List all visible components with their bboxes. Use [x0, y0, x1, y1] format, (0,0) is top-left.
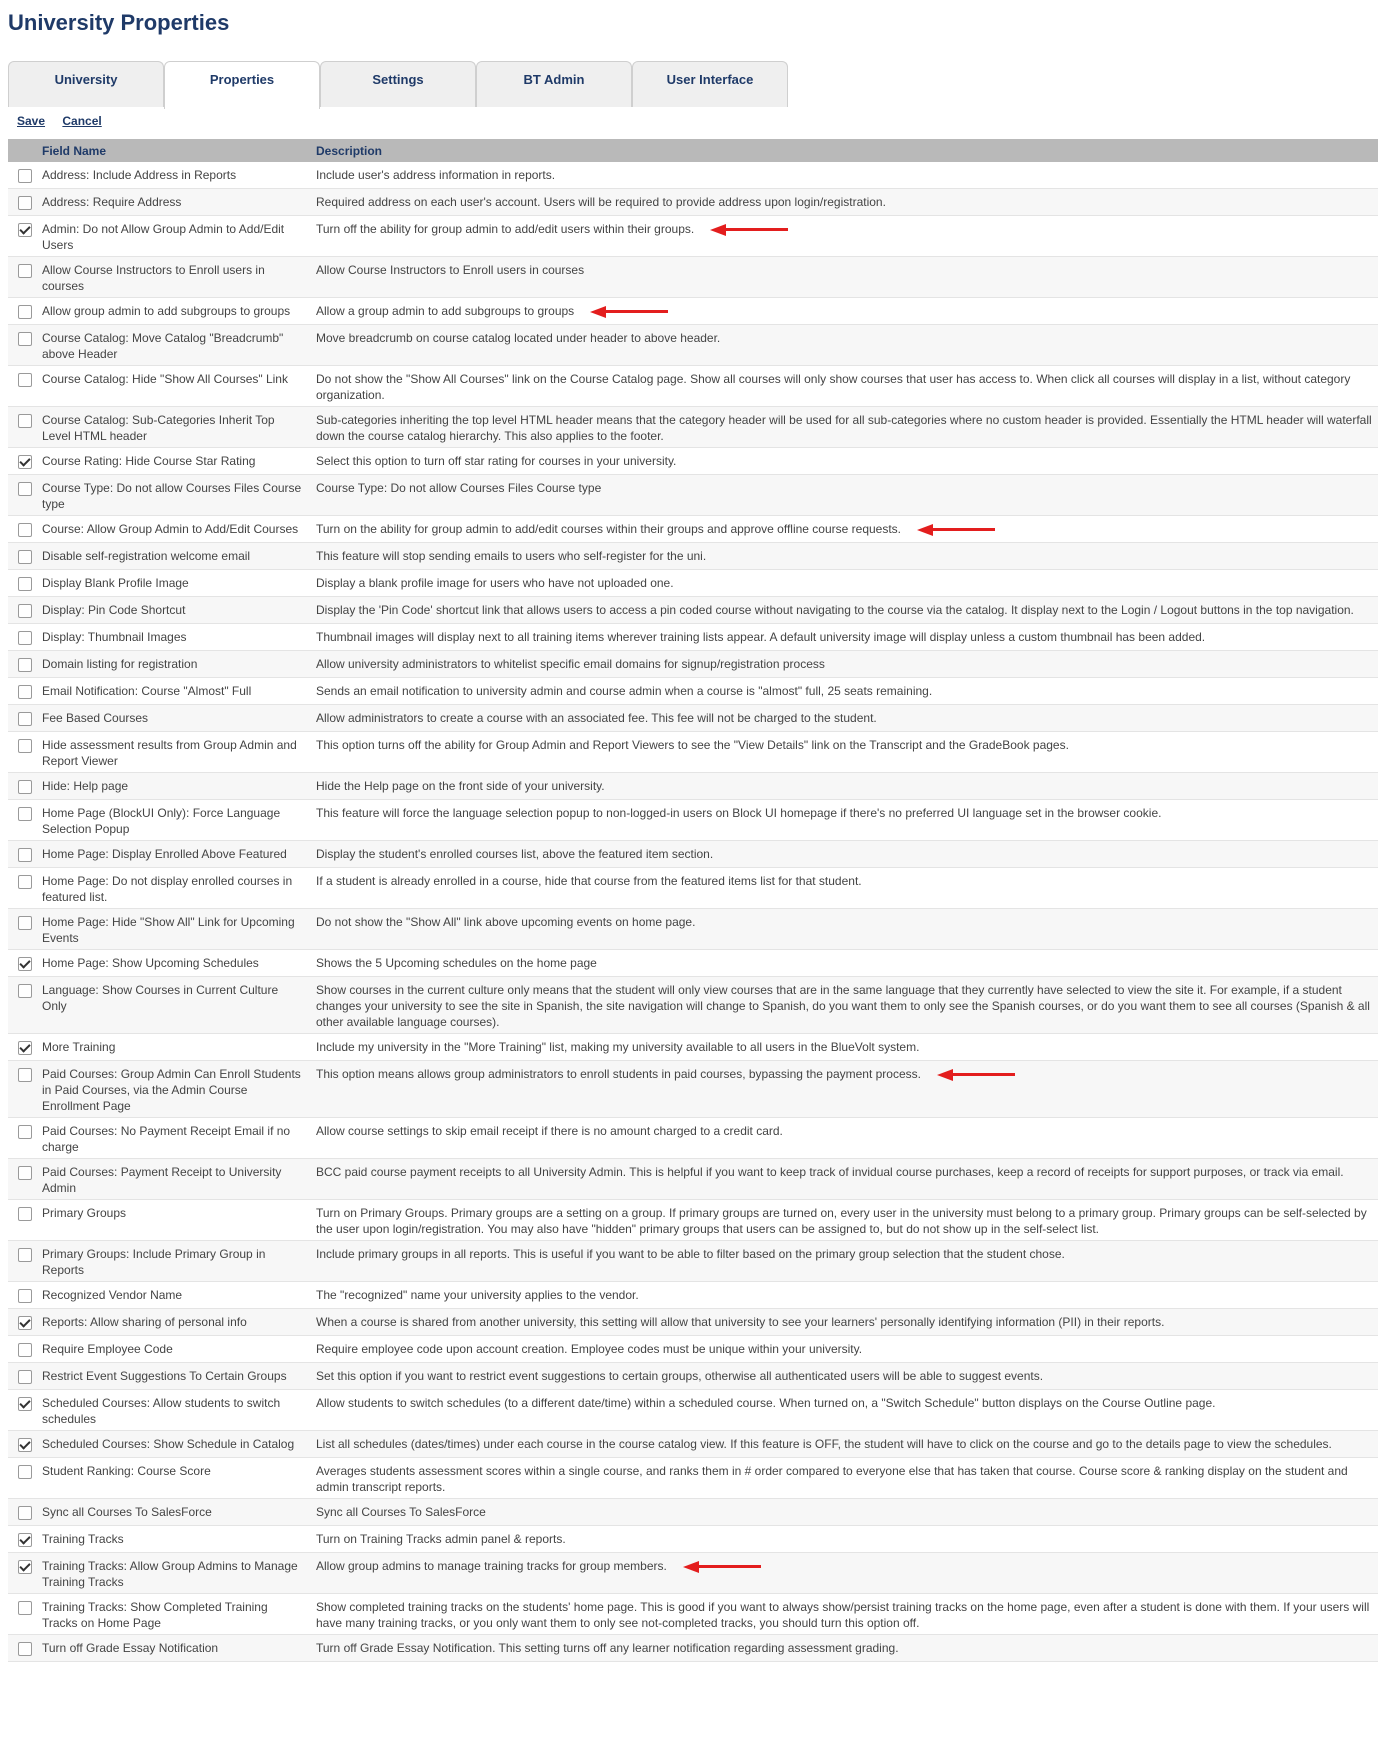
property-checkbox[interactable] [18, 1560, 32, 1574]
field-name: Hide assessment results from Group Admin and Report Viewer [42, 738, 297, 768]
save-link[interactable]: Save [17, 114, 46, 128]
table-row [8, 1553, 1378, 1594]
property-checkbox[interactable] [18, 1343, 32, 1357]
annotation-arrow [917, 524, 995, 536]
checkbox-cell [8, 624, 42, 651]
field-name: Paid Courses: Group Admin Can Enroll Students in Paid Courses, via the Admin Course Enrollment Page [42, 1061, 316, 1118]
table-row [8, 570, 1378, 597]
property-checkbox[interactable] [18, 332, 32, 346]
property-checkbox[interactable] [18, 1465, 32, 1479]
annotation-arrow [683, 1561, 761, 1573]
checkbox-cell [8, 1594, 42, 1635]
property-checkbox[interactable] [18, 223, 32, 237]
table-row [8, 1635, 1378, 1662]
property-checkbox[interactable] [18, 848, 32, 862]
field-name: Sync all Courses To SalesForce [42, 1499, 316, 1526]
field-description: Move breadcrumb on course catalog located under header to above header. [316, 325, 1378, 366]
table-row [8, 448, 1378, 475]
table-row [8, 1526, 1378, 1553]
field-name: Language: Show Courses in Current Culture Only [42, 977, 316, 1034]
table-row [8, 950, 1378, 977]
property-checkbox[interactable] [18, 455, 32, 469]
annotation-arrow [937, 1069, 1015, 1081]
table-row [8, 732, 1378, 773]
field-name-header: Field Name [8, 139, 316, 162]
field-name: Address: Include Address in Reports [42, 168, 237, 182]
checkbox-cell [8, 162, 42, 189]
field-description: If a student is already enrolled in a course, hide that course from the featured items list for that student. [316, 874, 862, 888]
property-checkbox[interactable] [18, 1601, 32, 1615]
field-description: Show completed training tracks on the students' home page. This is good if you want to always show/persist training tracks on the home page, even after a student is done with them. If your users will have many training tracks, or you only want them to only see not-completed tracks, you should turn this option off. [316, 1600, 1370, 1630]
field-name: Allow group admin to add subgroups to groups [42, 304, 291, 318]
field-name: Course Catalog: Move Catalog "Breadcrumb" above Header [42, 325, 316, 366]
property-checkbox[interactable] [18, 875, 32, 889]
table-row [8, 516, 1378, 543]
field-name: Scheduled Courses: Show Schedule in Catalog [42, 1431, 316, 1458]
field-description: Do not show the "Show All Courses" link on the Course Catalog page. Show all courses will only show courses that user has access to. When click all courses will display in a list, without category organization. [316, 372, 1351, 402]
checkbox-cell [8, 325, 42, 366]
field-description: List all schedules (dates/times) under each course in the course catalog view. If this feature is OFF, the student will have to click on the course and go to the details page to view the schedules. [316, 1431, 1378, 1458]
property-checkbox[interactable] [18, 1041, 32, 1055]
field-name: Course Catalog: Sub-Categories Inherit Top Level HTML header [42, 407, 316, 448]
table-row [8, 1159, 1378, 1200]
field-name: More Training [42, 1040, 116, 1054]
table-row [8, 366, 1378, 407]
property-checkbox[interactable] [18, 916, 32, 930]
table-row [8, 868, 1378, 909]
property-checkbox[interactable] [18, 1207, 32, 1221]
checkbox-cell [8, 800, 42, 841]
property-checkbox[interactable] [18, 1438, 32, 1452]
field-name: Primary Groups: Include Primary Group in Reports [42, 1241, 316, 1282]
field-name: Restrict Event Suggestions To Certain Groups [42, 1363, 316, 1390]
table-row [8, 162, 1378, 189]
field-description: Allow Course Instructors to Enroll users in courses [316, 257, 1378, 298]
checkbox-cell [8, 1390, 42, 1431]
checkbox-cell [8, 1499, 42, 1526]
checkbox-cell [8, 1241, 42, 1282]
table-row [8, 705, 1378, 732]
field-description: This feature will force the language selection popup to non-logged-in users on Block UI homepage if there's no preferred UI language set in the browser cookie. [316, 806, 1162, 820]
property-checkbox[interactable] [18, 739, 32, 753]
checkbox-cell [8, 407, 42, 448]
field-name: Require Employee Code [42, 1342, 173, 1356]
checkbox-cell [8, 1458, 42, 1499]
checkbox-cell [8, 1118, 42, 1159]
property-checkbox[interactable] [18, 658, 32, 672]
field-name: Course Rating: Hide Course Star Rating [42, 454, 256, 468]
table-row [8, 189, 1378, 216]
table-row [8, 773, 1378, 800]
property-checkbox[interactable] [18, 1068, 32, 1082]
field-description: Allow group admins to manage training tracks for group members. [316, 1553, 1378, 1594]
field-description: Allow students to switch schedules (to a different date/time) within a scheduled course. When turned on, a "Switch Schedule" button displays on the Course Outline page. [316, 1396, 1216, 1410]
property-checkbox[interactable] [18, 1397, 32, 1411]
field-description: Sub-categories inheriting the top level HTML header means that the category header will be used for all sub-categories where no custom header is provided. Essentially the HTML header will waterfall down the course catalog hierarchy. This also applies to the footer. [316, 407, 1378, 448]
field-description: Allow administrators to create a course with an associated fee. This fee will not be charged to the student. [316, 705, 1378, 732]
field-name: Training Tracks: Allow Group Admins to Manage Training Tracks [42, 1553, 316, 1594]
table-row [8, 1061, 1378, 1118]
checkbox-cell [8, 570, 42, 597]
field-description: Shows the 5 Upcoming schedules on the home page [316, 956, 597, 970]
checkbox-cell [8, 1282, 42, 1309]
table-row [8, 597, 1378, 624]
table-row [8, 1241, 1378, 1282]
checkbox-cell [8, 909, 42, 950]
field-name: Paid Courses: Payment Receipt to University Admin [42, 1159, 316, 1200]
field-description: When a course is shared from another university, this setting will allow that university to see your learners' personally identifying information (PII) in their reports. [316, 1309, 1378, 1336]
checkbox-cell [8, 732, 42, 773]
field-name: Home Page: Hide "Show All" Link for Upcoming Events [42, 909, 316, 950]
field-description: Include my university in the "More Training" list, making my university available to all users in the BlueVolt system. [316, 1040, 920, 1054]
field-name: Recognized Vendor Name [42, 1288, 183, 1302]
property-checkbox[interactable] [18, 957, 32, 971]
table-row [8, 407, 1378, 448]
field-name: Primary Groups [42, 1206, 127, 1220]
field-name: Course Catalog: Hide "Show All Courses" Link [42, 372, 288, 386]
table-row [8, 678, 1378, 705]
checkbox-cell [8, 216, 42, 257]
field-description: This option means allows group administrators to enroll students in paid courses, bypassing the payment process. [316, 1061, 1378, 1118]
tab-settings[interactable]: Settings [320, 61, 476, 107]
field-description: BCC paid course payment receipts to all University Admin. This is helpful if you want to keep track of invidual course purchases, keep a record of receipts for support purposes, or track via email. [316, 1159, 1378, 1200]
checkbox-cell [8, 1526, 42, 1553]
field-name: Reports: Allow sharing of personal info [42, 1309, 316, 1336]
table-row [8, 1309, 1378, 1336]
property-checkbox[interactable] [18, 196, 32, 210]
table-row [8, 1390, 1378, 1431]
checkbox-cell [8, 597, 42, 624]
field-name: Display Blank Profile Image [42, 576, 189, 590]
checkbox-cell [8, 543, 42, 570]
table-row [8, 298, 1378, 325]
checkbox-cell [8, 773, 42, 800]
properties-table [8, 139, 1378, 1662]
table-row [8, 977, 1378, 1034]
checkbox-cell [8, 678, 42, 705]
property-checkbox[interactable] [18, 1125, 32, 1139]
action-links [17, 114, 116, 128]
property-checkbox[interactable] [18, 1248, 32, 1262]
property-checkbox[interactable] [18, 984, 32, 998]
property-checkbox[interactable] [18, 780, 32, 794]
checkbox-cell [8, 298, 42, 325]
property-checkbox[interactable] [18, 685, 32, 699]
field-description: This feature will stop sending emails to users who self-register for the uni. [316, 543, 1378, 570]
field-description: Turn off Grade Essay Notification. This setting turns off any learner notification regarding assessment grading. [316, 1635, 1378, 1662]
property-checkbox[interactable] [18, 264, 32, 278]
checkbox-cell [8, 705, 42, 732]
field-description: Set this option if you want to restrict event suggestions to certain groups, otherwise all authenticated users will be able to suggest events. [316, 1363, 1378, 1390]
field-name: Address: Require Address [42, 189, 316, 216]
property-checkbox[interactable] [18, 1533, 32, 1547]
checkbox-cell [8, 1061, 42, 1118]
property-checkbox[interactable] [18, 1316, 32, 1330]
annotation-arrow [590, 306, 668, 318]
table-row [8, 841, 1378, 868]
property-checkbox[interactable] [18, 807, 32, 821]
table-row [8, 543, 1378, 570]
field-description: Sync all Courses To SalesForce [316, 1499, 1378, 1526]
table-row [8, 800, 1378, 841]
table-row [8, 1118, 1378, 1159]
field-name: Hide: Help page [42, 773, 316, 800]
checkbox-cell [8, 1635, 42, 1662]
field-description: Do not show the "Show All" link above upcoming events on home page. [316, 909, 1378, 950]
checkbox-cell [8, 1200, 42, 1241]
field-description: Required address on each user's account. Users will be required to provide address upon login/registration. [316, 189, 1378, 216]
checkbox-cell [8, 1034, 42, 1061]
field-description: Display a blank profile image for users who have not uploaded one. [316, 576, 674, 590]
page-title: University Properties [8, 10, 230, 35]
table-row [8, 651, 1378, 678]
field-name: Fee Based Courses [42, 705, 316, 732]
table-header-row [8, 139, 1378, 162]
tab-user-interface[interactable]: User Interface [632, 61, 788, 107]
checkbox-cell [8, 841, 42, 868]
table-row [8, 1336, 1378, 1363]
property-checkbox[interactable] [18, 1289, 32, 1303]
property-checkbox[interactable] [18, 482, 32, 496]
property-checkbox[interactable] [18, 1370, 32, 1384]
property-checkbox[interactable] [18, 631, 32, 645]
field-name: Home Page: Show Upcoming Schedules [42, 956, 259, 970]
field-name: Home Page: Display Enrolled Above Featured [42, 841, 316, 868]
field-description: Turn on Primary Groups. Primary groups are a setting on a group. If primary groups are turned on, every user in the university must belong to a primary group. Primary groups can be self-selected by the user upon login/registration. You may also have "hidden" primary groups that users can be assigned to, but do not show up in the self-select list. [316, 1206, 1367, 1236]
field-description: Sends an email notification to university admin and course admin when a course is "almost" full, 25 seats remaining. [316, 684, 933, 698]
field-description: Select this option to turn off star rating for courses in your university. [316, 454, 677, 468]
tab-bt-admin[interactable]: BT Admin [476, 61, 632, 107]
field-description: Course Type: Do not allow Courses Files Course type [316, 475, 1378, 516]
table-row [8, 1431, 1378, 1458]
property-checkbox[interactable] [18, 523, 32, 537]
table-row [8, 1499, 1378, 1526]
checkbox-cell [8, 448, 42, 475]
property-checkbox[interactable] [18, 169, 32, 183]
field-name: Training Tracks [42, 1532, 124, 1546]
checkbox-cell [8, 1309, 42, 1336]
field-description: Allow a group admin to add subgroups to groups [316, 304, 575, 318]
checkbox-cell [8, 516, 42, 543]
field-name: Domain listing for registration [42, 651, 316, 678]
field-description: The "recognized" name your university applies to the vendor. [316, 1288, 639, 1302]
field-description: Hide the Help page on the front side of your university. [316, 773, 1378, 800]
property-checkbox[interactable] [18, 1506, 32, 1520]
table-row [8, 909, 1378, 950]
property-checkbox[interactable] [18, 305, 32, 319]
field-name: Email Notification: Course "Almost" Full [42, 684, 252, 698]
table-row [8, 1363, 1378, 1390]
table-row [8, 1282, 1378, 1309]
checkbox-cell [8, 366, 42, 407]
checkbox-cell [8, 868, 42, 909]
checkbox-cell [8, 257, 42, 298]
field-description: Allow course settings to skip email receipt if there is no amount charged to a credit card. [316, 1124, 783, 1138]
tab-bar [8, 61, 788, 108]
field-description: Include primary groups in all reports. This is useful if you want to be able to filter based on the primary group selection that the student chose. [316, 1241, 1378, 1282]
field-name: Display: Thumbnail Images [42, 630, 187, 644]
property-checkbox[interactable] [18, 604, 32, 618]
property-checkbox[interactable] [18, 1642, 32, 1656]
property-checkbox[interactable] [18, 414, 32, 428]
checkbox-cell [8, 1159, 42, 1200]
field-description: Averages students assessment scores within a single course, and ranks them in # order compared to everyone else that has taken that course. Course score & ranking display on the student and admin transcript reports. [316, 1464, 1348, 1494]
checkbox-cell [8, 1336, 42, 1363]
field-name: Disable self-registration welcome email [42, 543, 316, 570]
property-checkbox[interactable] [18, 1166, 32, 1180]
cancel-link[interactable]: Cancel [62, 114, 102, 128]
field-name: Training Tracks: Show Completed Training Tracks on Home Page [42, 1600, 268, 1630]
field-description: Display the student's enrolled courses list, above the featured item section. [316, 841, 1378, 868]
table-row [8, 257, 1378, 298]
checkbox-cell [8, 950, 42, 977]
field-name: Admin: Do not Allow Group Admin to Add/Edit Users [42, 222, 285, 252]
table-row [8, 1200, 1378, 1241]
annotation-arrow [710, 224, 788, 236]
property-checkbox[interactable] [18, 550, 32, 564]
field-name: Scheduled Courses: Allow students to switch schedules [42, 1396, 281, 1426]
checkbox-cell [8, 475, 42, 516]
field-name: Student Ranking: Course Score [42, 1464, 211, 1478]
field-description: This option turns off the ability for Group Admin and Report Viewers to see the "View Details" link on the Transcript and the GradeBook pages. [316, 738, 1069, 752]
field-description: Turn off the ability for group admin to add/edit users within their groups. [316, 222, 695, 236]
field-description: Show courses in the current culture only means that the student will only view courses that are in the same language that they currently have selected to view the site it. For example, if a student changes your university to see the site in Spanish, the site navigation will change to Spanish, do you want them to only see the Spanish courses, or do you want them to see all courses (Spanish & all other available language courses). [316, 977, 1378, 1034]
table-row [8, 475, 1378, 516]
checkbox-cell [8, 189, 42, 216]
checkbox-cell [8, 977, 42, 1034]
property-checkbox[interactable] [18, 577, 32, 591]
field-name: Course: Allow Group Admin to Add/Edit Courses [42, 522, 299, 536]
checkbox-cell [8, 1363, 42, 1390]
field-name: Display: Pin Code Shortcut [42, 597, 316, 624]
table-row [8, 1034, 1378, 1061]
checkbox-cell [8, 1553, 42, 1594]
field-description: Display the 'Pin Code' shortcut link that allows users to access a pin coded course without navigating to the course via the catalog. It display next to the Login / Logout buttons in the top navigation. [316, 597, 1378, 624]
table-row [8, 216, 1378, 257]
tab-properties[interactable]: Properties [164, 61, 320, 109]
field-description: Include user's address information in reports. [316, 168, 556, 182]
table-row [8, 1594, 1378, 1635]
checkbox-cell [8, 651, 42, 678]
field-description: Thumbnail images will display next to all training items wherever training lists appear. A default university image will display unless a custom thumbnail has been added. [316, 630, 1206, 644]
field-name: Home Page: Do not display enrolled courses in featured list. [42, 874, 293, 904]
field-description: Turn on Training Tracks admin panel & reports. [316, 1532, 566, 1546]
table-row [8, 1458, 1378, 1499]
description-header: Description [316, 139, 1378, 162]
field-description: Require employee code upon account creation. Employee codes must be unique within your university. [316, 1342, 863, 1356]
property-checkbox[interactable] [18, 712, 32, 726]
checkbox-cell [8, 1431, 42, 1458]
tab-university[interactable]: University [8, 61, 164, 107]
field-description: Turn on the ability for group admin to add/edit courses within their groups and approve offline course requests. [316, 522, 902, 536]
field-name: Course Type: Do not allow Courses Files Course type [42, 475, 316, 516]
field-name: Turn off Grade Essay Notification [42, 1635, 316, 1662]
field-description: Allow university administrators to whitelist specific email domains for signup/registration process [316, 651, 1378, 678]
field-name: Paid Courses: No Payment Receipt Email if no charge [42, 1124, 291, 1154]
table-row [8, 624, 1378, 651]
field-name: Home Page (BlockUI Only): Force Language Selection Popup [42, 806, 281, 836]
property-checkbox[interactable] [18, 373, 32, 387]
field-name: Allow Course Instructors to Enroll users in courses [42, 257, 316, 298]
table-row [8, 325, 1378, 366]
